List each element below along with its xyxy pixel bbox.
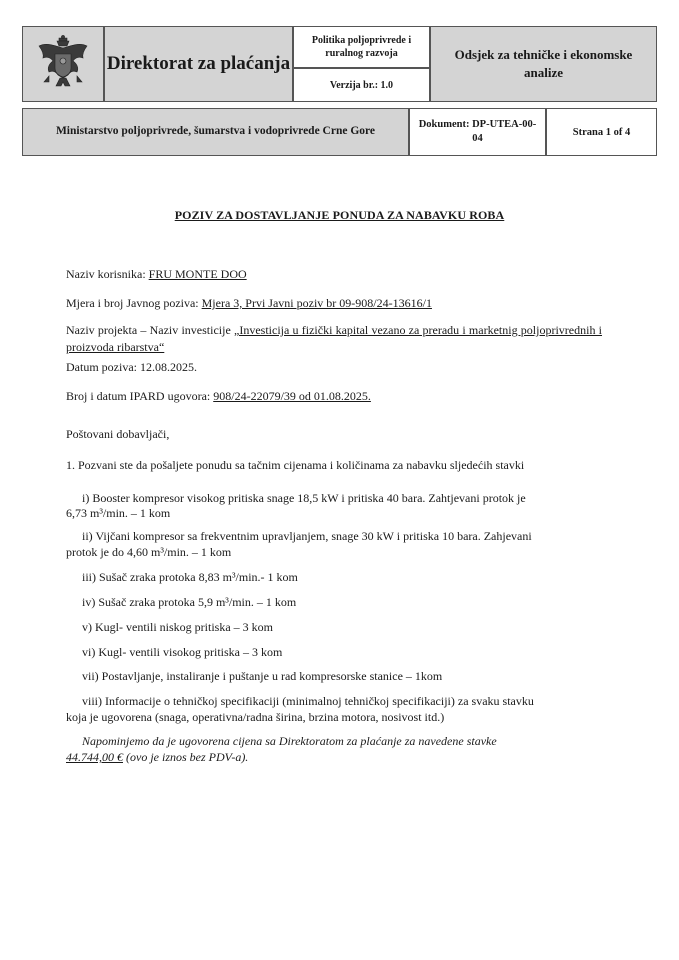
- org-title: Direktorat za plaćanja: [104, 26, 293, 102]
- document-header: [22, 26, 657, 156]
- field-value: Mjera 3, Prvi Javni poziv br 09-908/24-13616/1: [201, 296, 432, 310]
- field-label: Mjera i broj Javnog poziva:: [66, 296, 202, 310]
- list-item: vi) Kugl- ventili visokog pritiska – 3 kom: [82, 645, 283, 659]
- field-label: Naziv projekta – Naziv investicije: [66, 323, 235, 337]
- logo-cell: [22, 26, 104, 102]
- document-id-cell: Dokument: DP-UTEA-00-04: [409, 108, 546, 156]
- list-item: 6,73 m³/min. – 1 kom: [66, 506, 171, 520]
- field-korisnik: [66, 266, 247, 282]
- price-amount: 44.744,00 €: [66, 750, 123, 764]
- field-projekat: [66, 322, 602, 356]
- list-item: viii) Informacije o tehničkoj specifikaciji (minimalnoj tehničkoj specifikaciji) za svaku stavku: [82, 694, 534, 708]
- price-note-amount: [66, 749, 248, 765]
- price-note: Napominjemo da je ugovorena cijena sa Direktoratom za plaćanje za navedene stavke: [82, 734, 497, 748]
- policy-cell: Politika poljoprivrede i ruralnog razvoja: [293, 26, 430, 68]
- page-number-cell: Strana 1 of 4: [546, 108, 657, 156]
- list-item: protok je do 4,60 m³/min. – 1 kom: [66, 545, 232, 559]
- list-item: vii) Postavljanje, instaliranje i puštanje u rad kompresorske stanice – 1kom: [82, 669, 443, 683]
- field-value: 908/24-22079/39 od 01.08.2025.: [213, 389, 371, 403]
- field-value: „Investicija u fizički kapital vezano za preradu i marketnig poljoprivrednih i proizvoda ribarstva“: [66, 323, 603, 354]
- price-note-rest: (ovo je iznos bez PDV-a).: [123, 750, 249, 764]
- list-item: iii) Sušač zraka protoka 8,83 m³/min.- 1 kom: [82, 570, 298, 584]
- field-ugovor: [66, 388, 371, 404]
- list-item: iv) Sušač zraka protoka 5,9 m³/min. – 1 kom: [82, 595, 297, 609]
- list-item: koja je ugovorena (snaga, operativna/radna širina, brzina motora, nosivost itd.): [66, 710, 445, 724]
- version-cell: Verzija br.: 1.0: [293, 68, 430, 102]
- ministry-cell: Ministarstvo poljoprivrede, šumarstva i vodoprivrede Crne Gore: [22, 108, 409, 156]
- field-mjera: [66, 295, 432, 311]
- greeting: Poštovani dobavljači,: [66, 427, 170, 441]
- department-cell: Odsjek za tehničke i ekonomske analize: [430, 26, 657, 102]
- field-datum: Datum poziva: 12.08.2025.: [66, 360, 197, 374]
- list-item: v) Kugl- ventili niskog pritiska – 3 kom: [82, 620, 273, 634]
- field-label: Broj i datum IPARD ugovora:: [66, 389, 214, 403]
- coat-of-arms-icon: [35, 34, 91, 94]
- list-item: ii) Vijčani kompresor sa frekventnim upravljanjem, snage 30 kW i pritiska 10 bara. Zahjevani: [82, 529, 532, 543]
- field-label: Naziv korisnika:: [66, 267, 149, 281]
- field-value: FRU MONTE DOO: [148, 267, 247, 281]
- list-item: i) Booster kompresor visokog pritiska snage 18,5 kW i pritiska 40 bara. Zahtjevani protok je: [82, 491, 526, 505]
- intro-paragraph: 1. Pozvani ste da pošaljete ponudu sa tačnim cijenama i količinama za nabavku sljedećih stavki: [66, 458, 525, 472]
- document-title: POZIV ZA DOSTAVLJANJE PONUDA ZA NABAVKU ROBA: [174, 208, 505, 222]
